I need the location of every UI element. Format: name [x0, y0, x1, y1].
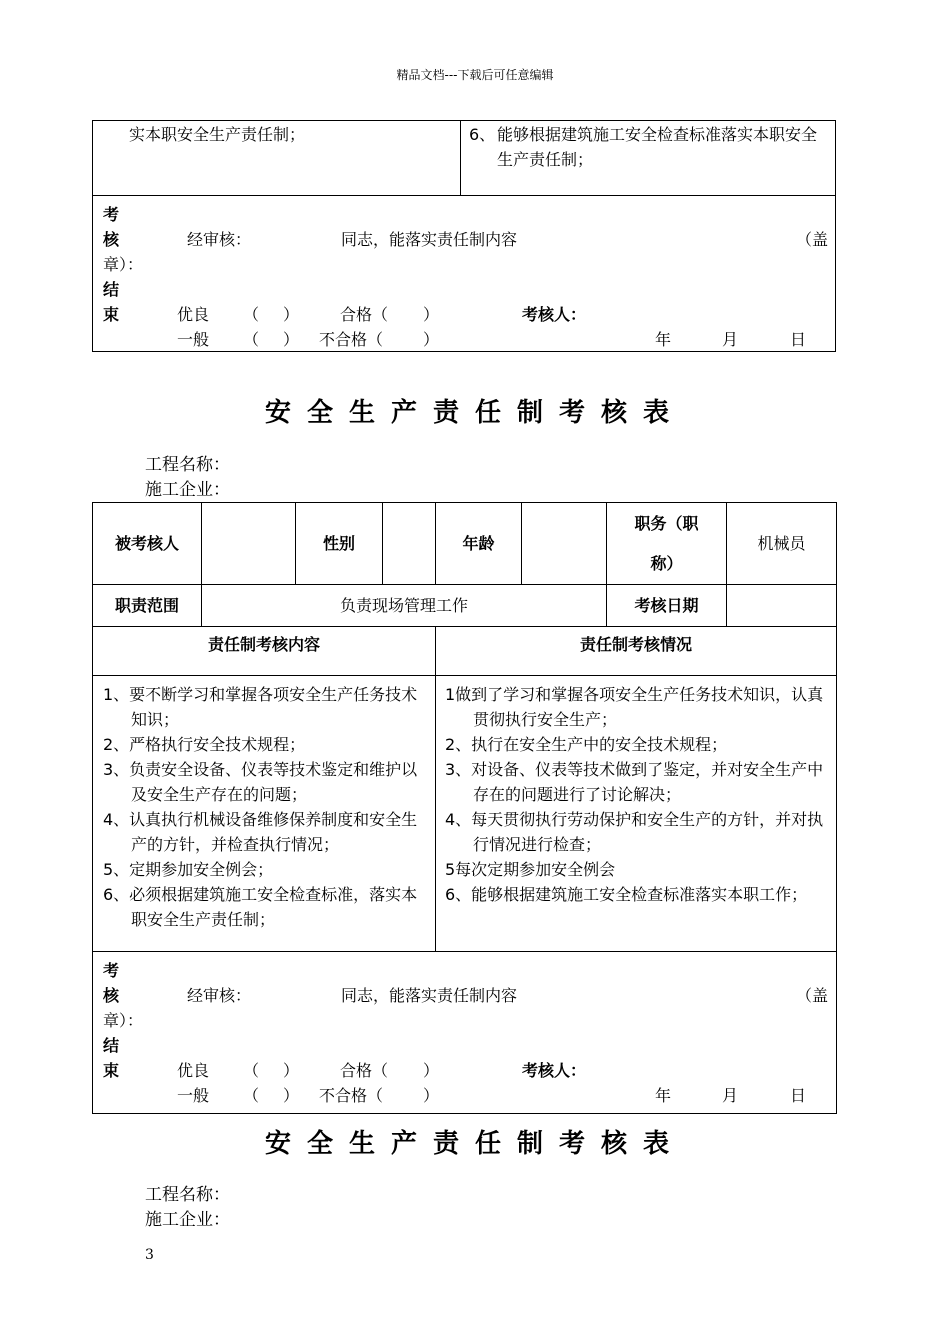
- assessment-table: [92, 502, 837, 1114]
- status-header: 责任制考核情况: [436, 627, 837, 676]
- age-label: 年龄: [436, 503, 522, 585]
- general-option: 一般: [177, 330, 210, 349]
- result-label-char: 束: [103, 305, 120, 324]
- stamp-text-close: 章）：: [103, 255, 144, 274]
- examinee-label: 被考核人: [93, 503, 202, 585]
- content-item: 1、要不断学习和掌握各项安全生产任务技术知识；: [103, 685, 418, 729]
- content-item: 5、定期参加安全例会；: [103, 860, 274, 879]
- top-right-cell: [461, 121, 836, 196]
- content-item: 3、负责安全设备、仪表等技术鉴定和维护以及安全生产存在的问题；: [103, 760, 418, 804]
- result-label-char: 结: [103, 1036, 120, 1055]
- age-value: [522, 503, 607, 585]
- unqualified-option: 不合格（: [319, 1086, 384, 1105]
- position-value: 机械员: [727, 503, 837, 585]
- position-label-line: 职务（职: [634, 513, 699, 533]
- content-item: 2、严格执行安全技术规程；: [103, 735, 306, 754]
- result-label-char: 核: [103, 986, 120, 1005]
- paren: ）: [423, 1086, 440, 1105]
- top-left-cell: [93, 121, 461, 196]
- form-title: 安全生产责任制考核表: [264, 398, 685, 428]
- qualified-option: 合格（: [340, 305, 389, 324]
- status-item: 4、每天贯彻执行劳动保护和安全生产的方针，并对执行情况进行检查；: [445, 810, 824, 854]
- date-value: [727, 585, 837, 627]
- page-header: 精品文档---下载后可任意编辑: [396, 68, 554, 82]
- scope-label: 职责范围: [93, 585, 202, 627]
- top-right-num: 6、: [469, 125, 496, 144]
- position-label-line: 称）: [650, 553, 683, 573]
- paren: （: [243, 1061, 260, 1080]
- project-name-label: 工程名称：: [145, 455, 230, 475]
- position-label: [607, 503, 727, 585]
- paren: ）: [283, 305, 300, 324]
- stamp-text: （盖: [796, 986, 829, 1005]
- day-label: 日: [790, 330, 807, 349]
- examinee-value: [202, 503, 296, 585]
- examiner-label: 考核人：: [522, 305, 587, 324]
- content-item: 4、认真执行机械设备维修保养制度和安全生产的方针，并检查执行情况；: [103, 810, 418, 854]
- date-label: 考核日期: [607, 585, 727, 627]
- result-label-char: 考: [103, 961, 120, 980]
- status-item: 5每次定期参加安全例会: [445, 860, 616, 879]
- unqualified-option: 不合格（: [319, 330, 384, 349]
- stamp-text-close: 章）：: [103, 1011, 144, 1030]
- paren: ）: [423, 305, 440, 324]
- paren: ）: [283, 1086, 300, 1105]
- year-label: 年: [655, 330, 672, 349]
- day-label: 日: [790, 1086, 807, 1105]
- result-label-char: 结: [103, 280, 120, 299]
- general-option: 一般: [177, 1086, 210, 1105]
- top-continuation-table: [92, 120, 836, 352]
- project-name-label-2: 工程名称：: [145, 1185, 230, 1205]
- status-item: 6、能够根据建筑施工安全检查标准落实本职工作；: [445, 885, 808, 904]
- paren: ）: [423, 1061, 440, 1080]
- result-cell-1: [93, 196, 836, 352]
- year-label: 年: [655, 1086, 672, 1105]
- status-item: 1做到了学习和掌握各项安全生产任务技术知识，认真贯彻执行安全生产；: [445, 685, 824, 729]
- paren: （: [243, 1086, 260, 1105]
- examiner-label: 考核人：: [522, 1061, 587, 1080]
- top-left-text: 实本职安全生产责任制；: [129, 125, 306, 144]
- top-right-text: 能够根据建筑施工安全检查标准落实本职安全生产责任制；: [497, 125, 818, 169]
- result-label-char: 考: [103, 205, 120, 224]
- comrade-text: 同志，能落实责任制内容: [341, 986, 518, 1005]
- company-label-2: 施工企业：: [145, 1210, 230, 1230]
- status-item: 3、对设备、仪表等技术做到了鉴定，并对安全生产中存在的问题进行了讨论解决；: [445, 760, 824, 804]
- content-header: 责任制考核内容: [93, 627, 436, 676]
- excellent-option: 优良: [177, 1061, 210, 1080]
- paren: ）: [423, 330, 440, 349]
- status-list-cell: [436, 676, 837, 952]
- stamp-text: （盖: [796, 230, 829, 249]
- content-list-cell: [93, 676, 436, 952]
- page-number: 3: [145, 1247, 154, 1263]
- reviewed-text: 经审核：: [187, 230, 252, 249]
- month-label: 月: [722, 1086, 739, 1105]
- month-label: 月: [722, 330, 739, 349]
- comrade-text: 同志，能落实责任制内容: [341, 230, 518, 249]
- result-cell-2: [93, 952, 837, 1114]
- paren: （: [243, 305, 260, 324]
- result-label-char: 核: [103, 230, 120, 249]
- company-label: 施工企业：: [145, 480, 230, 500]
- reviewed-text: 经审核：: [187, 986, 252, 1005]
- gender-label: 性别: [296, 503, 383, 585]
- paren: ）: [283, 330, 300, 349]
- content-item: 6、必须根据建筑施工安全检查标准，落实本职安全生产责任制；: [103, 885, 418, 929]
- gender-value: [383, 503, 436, 585]
- qualified-option: 合格（: [340, 1061, 389, 1080]
- paren: ）: [283, 1061, 300, 1080]
- excellent-option: 优良: [177, 305, 210, 324]
- paren: （: [243, 330, 260, 349]
- scope-value: 负责现场管理工作: [202, 585, 607, 627]
- status-item: 2、执行在安全生产中的安全技术规程；: [445, 735, 728, 754]
- form-title-2: 安全生产责任制考核表: [264, 1129, 685, 1159]
- result-label-char: 束: [103, 1061, 120, 1080]
